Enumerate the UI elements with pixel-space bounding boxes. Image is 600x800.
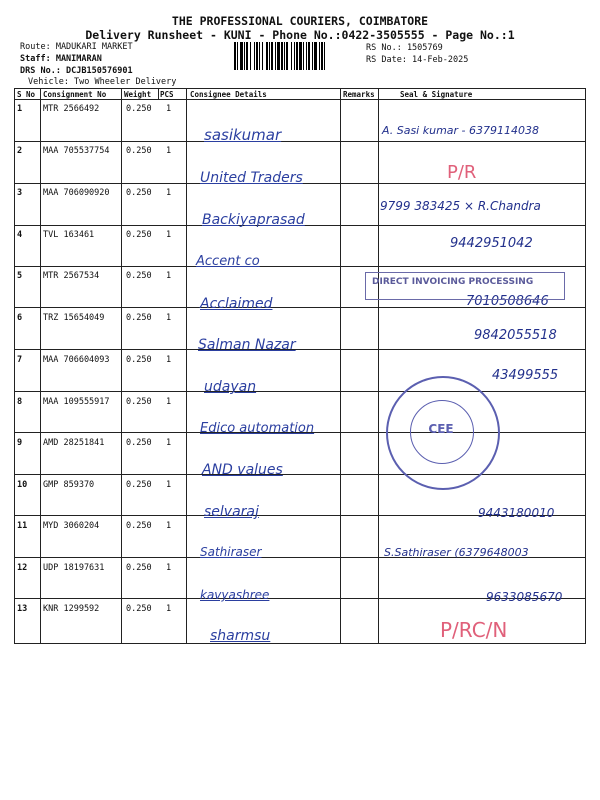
row-sep bbox=[14, 349, 586, 350]
header-consignment: Consignment No bbox=[43, 90, 107, 99]
header-weight: Weight bbox=[124, 90, 152, 99]
row-pcs: 1 bbox=[166, 355, 172, 365]
row-consignment: AMD 28251841 bbox=[43, 438, 105, 448]
row-sno: 10 bbox=[17, 480, 28, 490]
row-weight: 0.250 bbox=[126, 563, 152, 573]
row-sno: 3 bbox=[17, 188, 23, 198]
col-sep-pcs bbox=[186, 88, 187, 644]
row-consignee: Backiyaprasad bbox=[202, 212, 305, 228]
row-consignee: Salman Nazar bbox=[198, 337, 296, 353]
row-weight: 0.250 bbox=[126, 271, 152, 281]
row-consignment: GMP 859370 bbox=[43, 480, 95, 490]
col-sep-consignment bbox=[121, 88, 122, 644]
staff-label: Staff: MANIMARAN bbox=[20, 54, 102, 64]
row-signature: 9633085670 bbox=[486, 590, 563, 604]
processing-stamp bbox=[365, 272, 565, 300]
row-signature: S.Sathiraser (6379648003 bbox=[384, 546, 529, 559]
row-pcs: 1 bbox=[166, 313, 172, 323]
rs-number: RS No.: 1505769 bbox=[366, 43, 443, 53]
row-sno: 2 bbox=[17, 146, 23, 156]
row-sno: 1 bbox=[17, 104, 23, 114]
row-sep bbox=[14, 391, 586, 392]
row-weight: 0.250 bbox=[126, 397, 152, 407]
col-sep-consignee bbox=[340, 88, 341, 644]
row-consignee: udayan bbox=[204, 379, 257, 395]
row-pcs: 1 bbox=[166, 397, 172, 407]
row-sep bbox=[14, 266, 586, 267]
row-consignment: MYD 3060204 bbox=[43, 521, 100, 531]
row-weight: 0.250 bbox=[126, 521, 152, 531]
row-consignment: MTR 2567534 bbox=[43, 271, 100, 281]
row-weight: 0.250 bbox=[126, 188, 152, 198]
row-pcs: 1 bbox=[166, 480, 172, 490]
barcode-bar bbox=[325, 42, 327, 70]
row-consignment: MAA 706090920 bbox=[43, 188, 110, 198]
row-consignment: TRZ 15654049 bbox=[43, 313, 105, 323]
row-weight: 0.250 bbox=[126, 604, 152, 614]
row-consignee: Acclaimed bbox=[200, 296, 273, 312]
row-consignee: United Traders bbox=[200, 170, 303, 186]
row-sno: 13 bbox=[17, 604, 28, 614]
header-seal: Seal & Signature bbox=[400, 90, 473, 99]
company-title: THE PROFESSIONAL COURIERS, COIMBATORE bbox=[171, 14, 429, 28]
circular-seal bbox=[386, 376, 500, 490]
row-consignment: MTR 2566492 bbox=[43, 104, 100, 114]
header-pcs: PCS bbox=[160, 90, 174, 99]
row-consignment: KNR 1299592 bbox=[43, 604, 100, 614]
table-border-top bbox=[14, 88, 586, 89]
row-consignee: Sathiraser bbox=[200, 545, 262, 559]
row-consignee: kavyashree bbox=[200, 588, 270, 602]
row-consignment: MAA 706604093 bbox=[43, 355, 110, 365]
row-consignee: sharmsu bbox=[210, 628, 271, 644]
rs-date: RS Date: 14-Feb-2025 bbox=[366, 55, 469, 65]
row-signature: A. Sasi kumar - 6379114038 bbox=[382, 124, 539, 137]
row-weight: 0.250 bbox=[126, 146, 152, 156]
col-sep-sno bbox=[40, 88, 41, 644]
row-sno: 4 bbox=[17, 230, 23, 240]
table-border-right bbox=[585, 88, 586, 644]
row-signature: 43499555 bbox=[492, 368, 559, 383]
row-sno: 8 bbox=[17, 397, 23, 407]
row-consignment: MAA 705537754 bbox=[43, 146, 110, 156]
row-consignee: Edico automation bbox=[200, 421, 315, 436]
row-pcs: 1 bbox=[166, 521, 172, 531]
barcode bbox=[234, 42, 360, 70]
row-signature: 9842055518 bbox=[474, 328, 557, 343]
row-consignee: selvaraj bbox=[204, 504, 259, 520]
row-pcs: 1 bbox=[166, 438, 172, 448]
row-weight: 0.250 bbox=[126, 313, 152, 323]
row-weight: 0.250 bbox=[126, 230, 152, 240]
col-sep-weight bbox=[158, 88, 159, 99]
table-border-left bbox=[14, 88, 15, 644]
header-sno: S No bbox=[17, 90, 36, 99]
runsheet-subtitle: Delivery Runsheet - KUNI - Phone No.:0422-3505555 - Page No.:1 bbox=[85, 28, 515, 42]
row-pcs: 1 bbox=[166, 271, 172, 281]
row-signature: 9443180010 bbox=[478, 506, 555, 520]
row-consignment: TVL 163461 bbox=[43, 230, 95, 240]
row-pcs: 1 bbox=[166, 230, 172, 240]
row-weight: 0.250 bbox=[126, 480, 152, 490]
row-sno: 6 bbox=[17, 313, 23, 323]
row-signature: 9442951042 bbox=[450, 236, 533, 251]
row-sno: 5 bbox=[17, 271, 23, 281]
row-consignee: sasikumar bbox=[204, 126, 282, 144]
row-weight: 0.250 bbox=[126, 355, 152, 365]
route-label: Route: MADUKARI MARKET bbox=[20, 42, 133, 52]
stamp-text: DIRECT INVOICING PROCESSING bbox=[372, 277, 534, 287]
row-consignee: AND values bbox=[202, 462, 283, 478]
red-mark: P/RC/N bbox=[440, 618, 508, 642]
header-remarks: Remarks bbox=[343, 90, 375, 99]
col-sep-remarks bbox=[378, 88, 379, 644]
row-consignment: MAA 109555917 bbox=[43, 397, 110, 407]
header-consignee: Consignee Details bbox=[190, 90, 267, 99]
row-sep bbox=[14, 141, 586, 142]
row-pcs: 1 bbox=[166, 563, 172, 573]
row-pcs: 1 bbox=[166, 188, 172, 198]
vehicle-label: Vehicle: Two Wheeler Delivery bbox=[28, 77, 177, 87]
row-sno: 7 bbox=[17, 355, 23, 365]
row-sep bbox=[14, 474, 586, 475]
drs-number: DRS No.: DCJB150576901 bbox=[20, 66, 133, 76]
row-pcs: 1 bbox=[166, 146, 172, 156]
row-weight: 0.250 bbox=[126, 438, 152, 448]
row-sno: 11 bbox=[17, 521, 28, 531]
row-sno: 12 bbox=[17, 563, 28, 573]
row-pcs: 1 bbox=[166, 104, 172, 114]
row-weight: 0.250 bbox=[126, 104, 152, 114]
row-consignee: Accent co bbox=[196, 254, 260, 269]
row-signature: 9799 383425 × R.Chandra bbox=[380, 199, 541, 213]
row-pcs: 1 bbox=[166, 604, 172, 614]
header-divider bbox=[14, 99, 586, 100]
seal-text: CEE bbox=[428, 422, 454, 436]
row-consignment: UDP 18197631 bbox=[43, 563, 105, 573]
row-signature: 7010508646 bbox=[466, 294, 549, 309]
row-sno: 9 bbox=[17, 438, 23, 448]
table-border-bottom bbox=[14, 643, 586, 644]
red-mark: P/R bbox=[447, 162, 477, 183]
